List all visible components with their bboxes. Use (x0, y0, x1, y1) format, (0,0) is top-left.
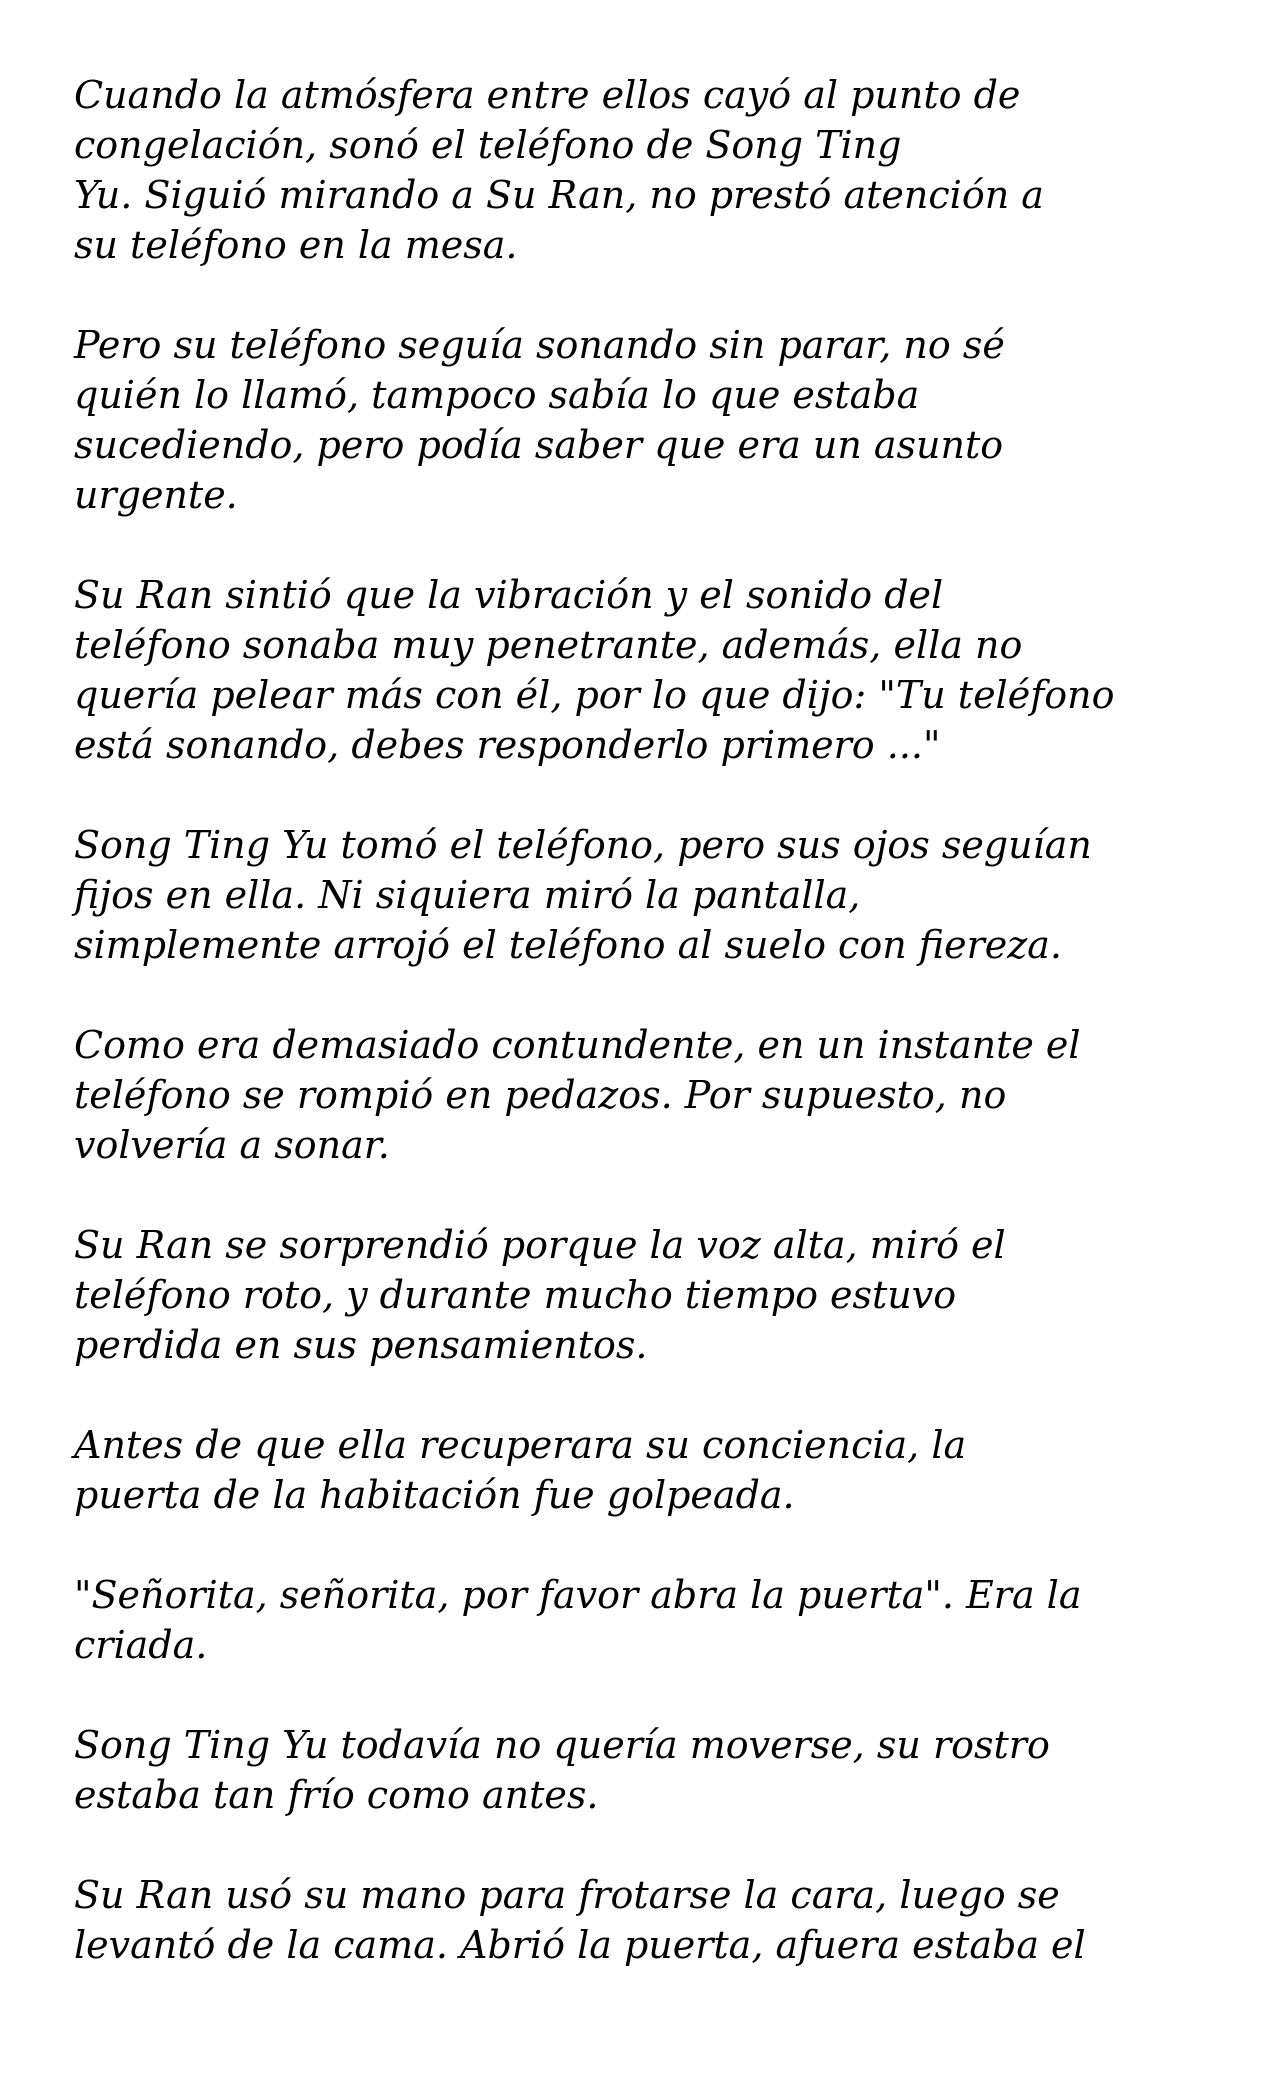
text-line: Como era demasiado contundente, en un instante el (74, 1023, 1081, 1067)
paragraph-4 (74, 820, 1224, 970)
text-line: estaba tan frío como antes. (74, 1773, 599, 1817)
text-line: levantó de la cama. Abrió la puerta, afuera estaba el (74, 1923, 1086, 1967)
text-line: perdida en sus pensamientos. (74, 1323, 648, 1367)
text-line: está sonando, debes responderlo primero ..." (74, 723, 941, 767)
text-line: "Señorita, señorita, por favor abra la puerta". Era la (74, 1573, 1082, 1617)
text-line: Cuando la atmósfera entre ellos cayó al punto de (74, 73, 1021, 117)
text-line: quería pelear más con él, por lo que dijo: "Tu teléfono (74, 673, 1115, 717)
text-line: volvería a sonar. (74, 1123, 390, 1167)
text-line: sucediendo, pero podía saber que era un asunto (74, 423, 1004, 467)
text-line: Yu. Siguió mirando a Su Ran, no prestó atención a (74, 173, 1044, 217)
text-line: teléfono roto, y durante mucho tiempo estuvo (74, 1273, 957, 1317)
paragraph-9 (74, 1720, 1224, 1820)
text-line: Su Ran sintió que la vibración y el sonido del (74, 573, 944, 617)
text-line: simplemente arrojó el teléfono al suelo con fiereza. (74, 923, 1062, 967)
text-line: Song Ting Yu todavía no quería moverse, su rostro (74, 1723, 1050, 1767)
text-line: congelación, sonó el teléfono de Song Ting (74, 123, 902, 167)
paragraph-1 (74, 70, 1224, 270)
text-line: urgente. (74, 473, 238, 517)
paragraph-2 (74, 320, 1224, 520)
text-line: Pero su teléfono seguía sonando sin parar, no sé (74, 323, 1005, 367)
text-line: teléfono se rompió en pedazos. Por supuesto, no (74, 1073, 1007, 1117)
document-page (74, 70, 1224, 2020)
paragraph-8 (74, 1570, 1224, 1670)
text-line: Song Ting Yu tomó el teléfono, pero sus ojos seguían (74, 823, 1092, 867)
text-line: quién lo llamó, tampoco sabía lo que estaba (74, 373, 920, 417)
text-line: fijos en ella. Ni siquiera miró la pantalla, (74, 873, 861, 917)
paragraph-5 (74, 1020, 1224, 1170)
text-line: criada. (74, 1623, 208, 1667)
text-line: teléfono sonaba muy penetrante, además, ella no (74, 623, 1023, 667)
paragraph-3 (74, 570, 1224, 770)
text-line: puerta de la habitación fue golpeada. (74, 1473, 795, 1517)
text-line: su teléfono en la mesa. (74, 223, 518, 267)
paragraph-7 (74, 1420, 1224, 1520)
text-line: Antes de que ella recuperara su conciencia, la (74, 1423, 967, 1467)
paragraph-10 (74, 1870, 1224, 1970)
text-line: Su Ran usó su mano para frotarse la cara, luego se (74, 1873, 1060, 1917)
paragraph-6 (74, 1220, 1224, 1370)
text-line: Su Ran se sorprendió porque la voz alta, miró el (74, 1223, 1006, 1267)
